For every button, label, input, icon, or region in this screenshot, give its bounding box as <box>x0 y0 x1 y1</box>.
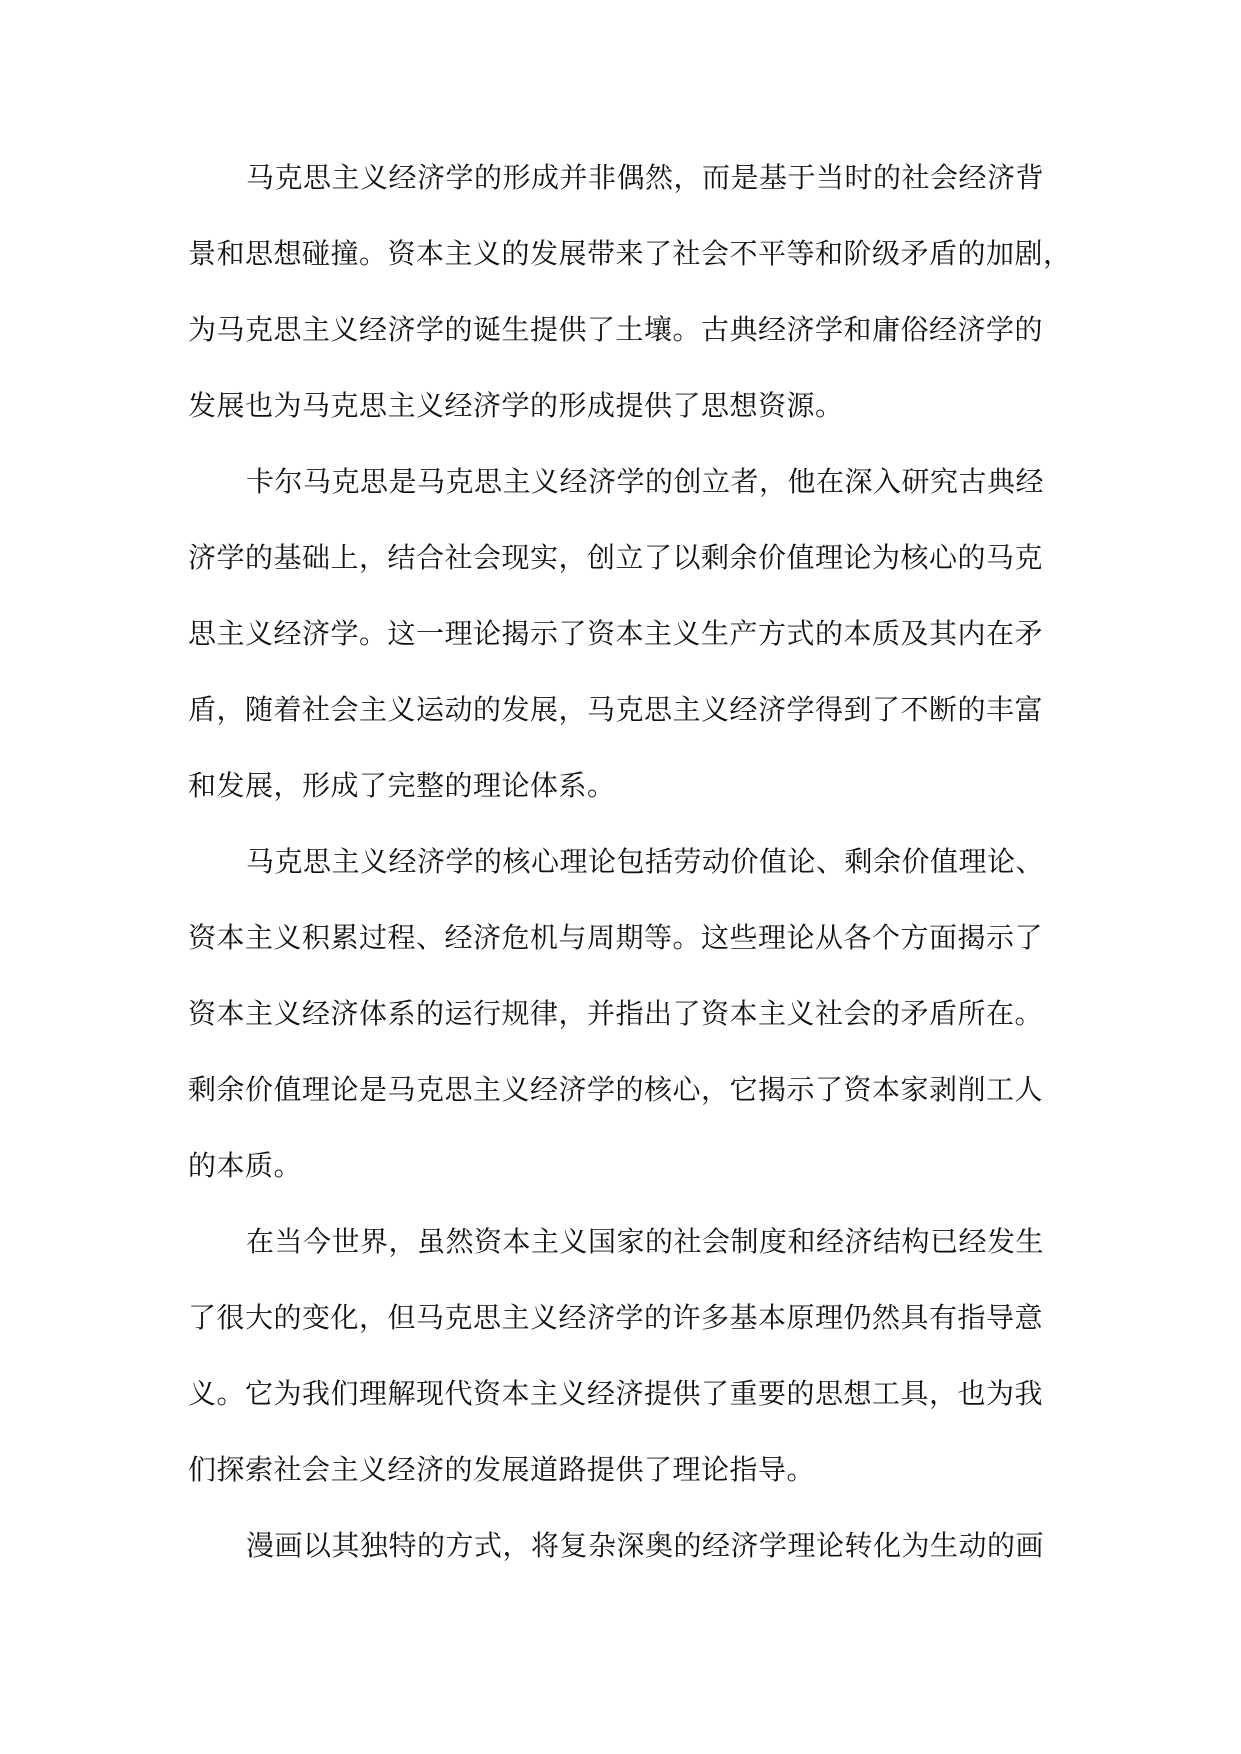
text-line: 卡尔马克思是马克思主义经济学的创立者，他在深入研究古典经 <box>246 465 1045 498</box>
text-line: 景和思想碰撞。资本主义的发展带来了社会不平等和阶级矛盾的加剧， <box>188 237 1072 270</box>
text-line: 的本质。 <box>188 1149 303 1182</box>
text-line: 盾，随着社会主义运动的发展，马克思主义经济学得到了不断的丰富 <box>188 693 1044 726</box>
paragraph-5 <box>188 1513 1068 1589</box>
text-line: 马克思主义经济学的核心理论包括劳动价值论、剩余价值理论、 <box>246 845 1045 878</box>
text-line: 为马克思主义经济学的诞生提供了土壤。古典经济学和庸俗经济学的 <box>188 313 1044 346</box>
text-line: 剩余价值理论是马克思主义经济学的核心，它揭示了资本家剥削工人 <box>188 1073 1044 1106</box>
text-line: 在当今世界，虽然资本主义国家的社会制度和经济结构已经发生 <box>246 1225 1045 1258</box>
text-line: 资本主义经济体系的运行规律，并指出了资本主义社会的矛盾所在。 <box>188 997 1044 1030</box>
text-line: 义。它为我们理解现代资本主义经济提供了重要的思想工具，也为我 <box>188 1377 1044 1410</box>
document-body <box>188 145 1072 1589</box>
text-line: 济学的基础上，结合社会现实，创立了以剩余价值理论为核心的马克 <box>188 541 1044 574</box>
paragraph-2 <box>188 449 1068 829</box>
text-line: 漫画以其独特的方式，将复杂深奥的经济学理论转化为生动的画 <box>246 1529 1045 1562</box>
text-line: 思主义经济学。这一理论揭示了资本主义生产方式的本质及其内在矛 <box>188 617 1044 650</box>
text-line: 马克思主义经济学的形成并非偶然，而是基于当时的社会经济背 <box>246 161 1045 194</box>
paragraph-3 <box>188 829 1068 1209</box>
text-line: 资本主义积累过程、经济危机与周期等。这些理论从各个方面揭示了 <box>188 921 1044 954</box>
paragraph-4 <box>188 1209 1068 1513</box>
text-line: 和发展，形成了完整的理论体系。 <box>188 769 616 802</box>
text-line: 了很大的变化，但马克思主义经济学的许多基本原理仍然具有指导意 <box>188 1301 1044 1334</box>
text-line: 发展也为马克思主义经济学的形成提供了思想资源。 <box>188 389 844 422</box>
paragraph-1 <box>188 145 1072 449</box>
text-line: 们探索社会主义经济的发展道路提供了理论指导。 <box>188 1453 816 1486</box>
